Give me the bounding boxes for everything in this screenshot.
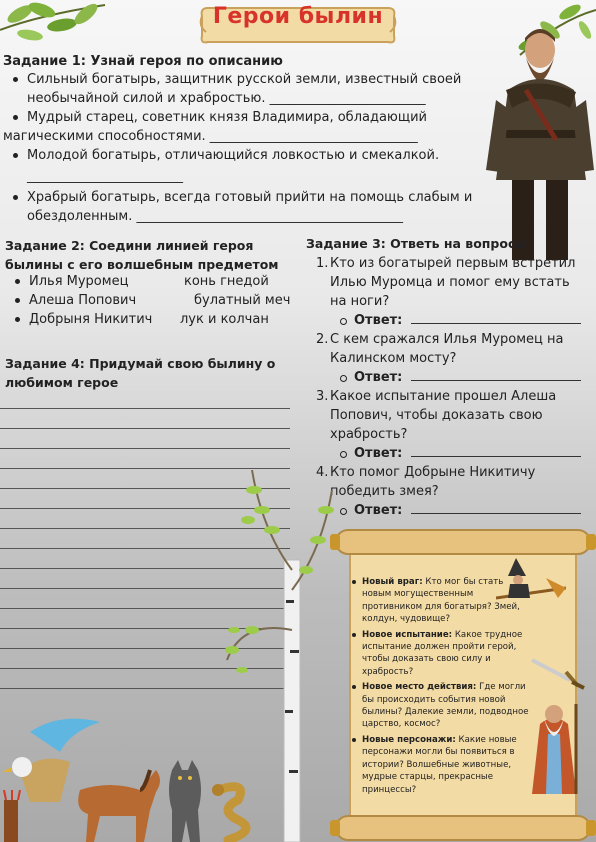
quiver-icon: [0, 790, 24, 842]
snake-icon: [208, 780, 268, 842]
wolf-icon: [160, 760, 210, 842]
task2-heroes: [5, 272, 155, 329]
warrior-illustration: [486, 20, 596, 260]
leaf-branch-icon: [0, 0, 110, 45]
ideas-scroll: [330, 528, 596, 842]
answer-line[interactable]: Ответ:: [316, 501, 591, 520]
hero-item[interactable]: Добрыня Никитич: [5, 310, 155, 329]
object-item[interactable]: конь гнедой: [184, 274, 269, 289]
ideas-list: [350, 576, 534, 799]
question-item: 3. Какое испытание прошел Алеша Попович, чтобы доказать свою храбрость?: [316, 389, 557, 442]
task1-list: [3, 70, 483, 226]
task1-item: Храбрый богатырь, всегда готовый прийти на помощь слабым и обездоленным. _________________________________________: [3, 188, 483, 226]
question-item: 1. Кто из богатырей первым встретил Илью Муромца и помог ему встать на ноги?: [316, 256, 576, 309]
idea-item: Новые персонажи: Какие новые персонажи могли бы появиться в истории? Волшебные животные, мудрые старцы, прекрасные принцессы?: [350, 734, 534, 796]
wizard-icon: [526, 694, 582, 804]
object-item[interactable]: лук и колчан: [180, 312, 269, 327]
idea-item: Новое место действия: Где могли бы происходить события новой былины? Далекие земли, подводное царство, космос?: [350, 681, 534, 731]
answer-line[interactable]: Ответ:: [316, 444, 591, 463]
task2-objects: [180, 272, 300, 329]
idea-item: Новое испытание: Какое трудное испытание должен пройти герой, чтобы доказать свою силу и храбрость?: [350, 629, 534, 679]
task2-heading: Задание 2: Соедини линией героя былины с его волшебным предметом: [5, 238, 279, 272]
object-item[interactable]: булатный меч: [194, 293, 291, 308]
question-item: 4. Кто помог Добрыне Никитичу победить змея?: [316, 465, 536, 499]
answer-line[interactable]: Ответ:: [316, 311, 591, 330]
task1-heading: Задание 1: Узнай героя по описанию: [3, 54, 283, 69]
task1-item: Мудрый старец, советник князя Владимира, обладающий магическими способностями. ________________________________: [3, 108, 483, 146]
hero-item[interactable]: Алеша Попович: [5, 291, 155, 310]
horse-icon: [60, 760, 170, 842]
page-title: Герои былин: [212, 4, 384, 29]
question-item: 2. С кем сражался Илья Муромец на Калинском мосту?: [316, 332, 564, 366]
task1-item: Сильный богатырь, защитник русской земли, известный своей необычайной силой и храбростью. ________________________: [3, 70, 483, 108]
idea-item: Новый враг: Кто мог бы стать новым могущественным противником для богатыря? Змей, колдун, чудовище?: [350, 576, 534, 626]
task4-heading: Задание 4: Придумай свою былину о любимом герое: [5, 356, 276, 390]
sword-icon: [530, 656, 586, 690]
witch-icon: [496, 558, 566, 608]
task3-heading: Задание 3: Ответь на вопросы: [306, 236, 527, 251]
hero-item[interactable]: Илья Муромец: [5, 272, 155, 291]
task1-item: Молодой богатырь, отличающийся ловкостью и смекалкой. ________________________: [3, 146, 483, 186]
answer-line[interactable]: Ответ:: [316, 368, 591, 387]
task3-questions: [316, 254, 591, 520]
